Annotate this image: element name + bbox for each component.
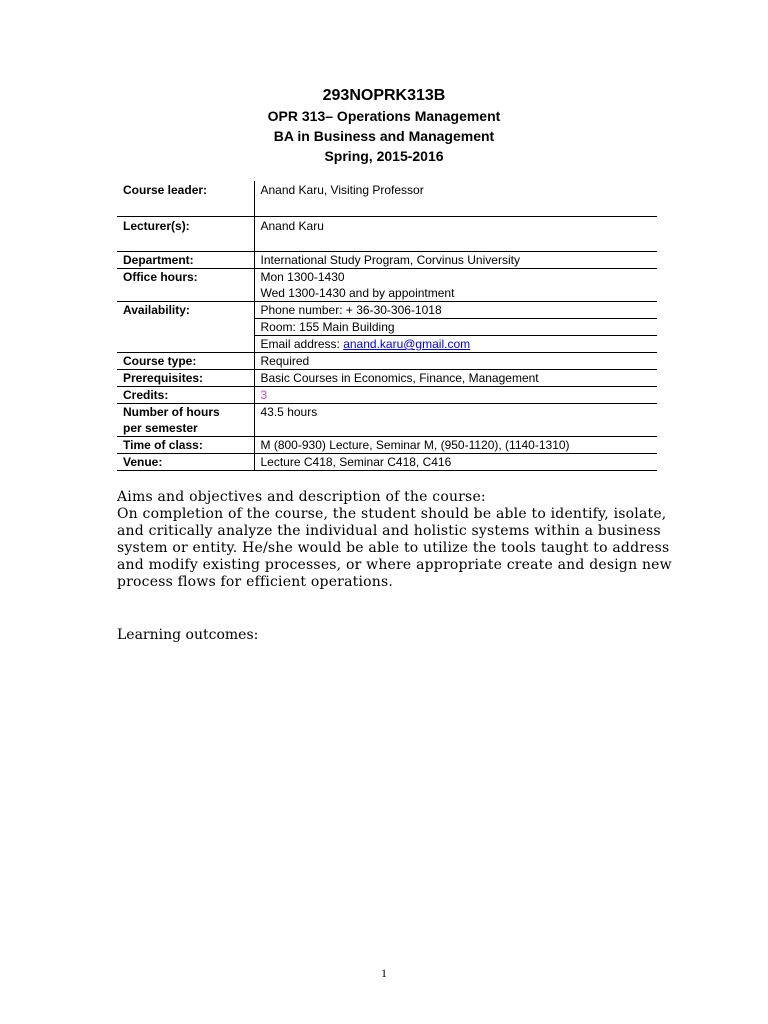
department-label: Department:: [117, 252, 254, 269]
term-title: Spring, 2015-2016: [324, 148, 444, 164]
course-code: 293NOPRK313B: [322, 87, 446, 104]
venue-value: Lecture C418, Seminar C418, C416: [254, 454, 657, 471]
table-row: [117, 181, 657, 217]
credits-value: 3: [254, 387, 657, 404]
hours-label-line: Number of hours: [123, 405, 220, 419]
time-label: Time of class:: [117, 437, 254, 454]
venue-label: Venue:: [117, 454, 254, 471]
aims-heading: Aims and objectives and description of the course:: [117, 489, 486, 505]
credits-label: Credits:: [117, 387, 254, 404]
lecturers-label: Lecturer(s):: [117, 217, 254, 252]
table-row: [117, 269, 657, 302]
aims-body: On completion of the course, the student should be able to identify, isolate, and critically analyze the individual and holistic systems within a business system or entity. He/she would be able to utilize the tools taught to address and modify existing processes, or where appropriate create and design new process flows for efficient operations.: [117, 506, 672, 590]
hours-label: [117, 404, 254, 437]
table-row: [117, 353, 657, 370]
program-title: BA in Business and Management: [273, 128, 495, 144]
phone-value: Phone number: + 36-30-306-1018: [254, 302, 657, 319]
office-hours-line: Mon 1300-1430: [260, 270, 345, 284]
course-type-value: Required: [254, 353, 657, 370]
table-row: [117, 454, 657, 471]
room-value: Room: 155 Main Building: [254, 319, 657, 336]
prerequisites-label: Prerequisites:: [117, 370, 254, 387]
document-header: [0, 86, 768, 166]
page-number: 1: [381, 966, 387, 980]
prerequisites-value: Basic Courses in Economics, Finance, Management: [254, 370, 657, 387]
lecturers-value: Anand Karu: [254, 217, 657, 252]
table-row: [117, 370, 657, 387]
course-title: OPR 313– Operations Management: [267, 108, 501, 124]
table-row: [117, 217, 657, 252]
time-value: M (800-930) Lecture, Seminar M, (950-1120), (1140-1310): [254, 437, 657, 454]
table-row: [117, 387, 657, 404]
email-value: [254, 336, 657, 353]
table-row: [117, 302, 657, 319]
course-leader-value: Anand Karu, Visiting Professor: [254, 181, 657, 217]
office-hours-label: Office hours:: [117, 269, 254, 302]
course-type-label: Course type:: [117, 353, 254, 370]
availability-label: Availability:: [117, 302, 254, 353]
hours-label-line: per semester: [123, 421, 198, 435]
table-row: [117, 252, 657, 269]
hours-value: 43.5 hours: [254, 404, 657, 437]
office-hours-value: [254, 269, 657, 302]
email-prefix: Email address:: [260, 337, 344, 351]
learning-outcomes-heading: Learning outcomes:: [117, 627, 259, 643]
table-row: [117, 404, 657, 437]
table-row: [117, 437, 657, 454]
course-leader-label: Course leader:: [117, 181, 254, 217]
course-info-table: [117, 181, 657, 471]
department-value: International Study Program, Corvinus University: [254, 252, 657, 269]
aims-section: [117, 489, 677, 591]
office-hours-line: Wed 1300-1430 and by appointment: [260, 286, 455, 300]
email-link[interactable]: anand.karu@gmail.com: [343, 337, 471, 351]
